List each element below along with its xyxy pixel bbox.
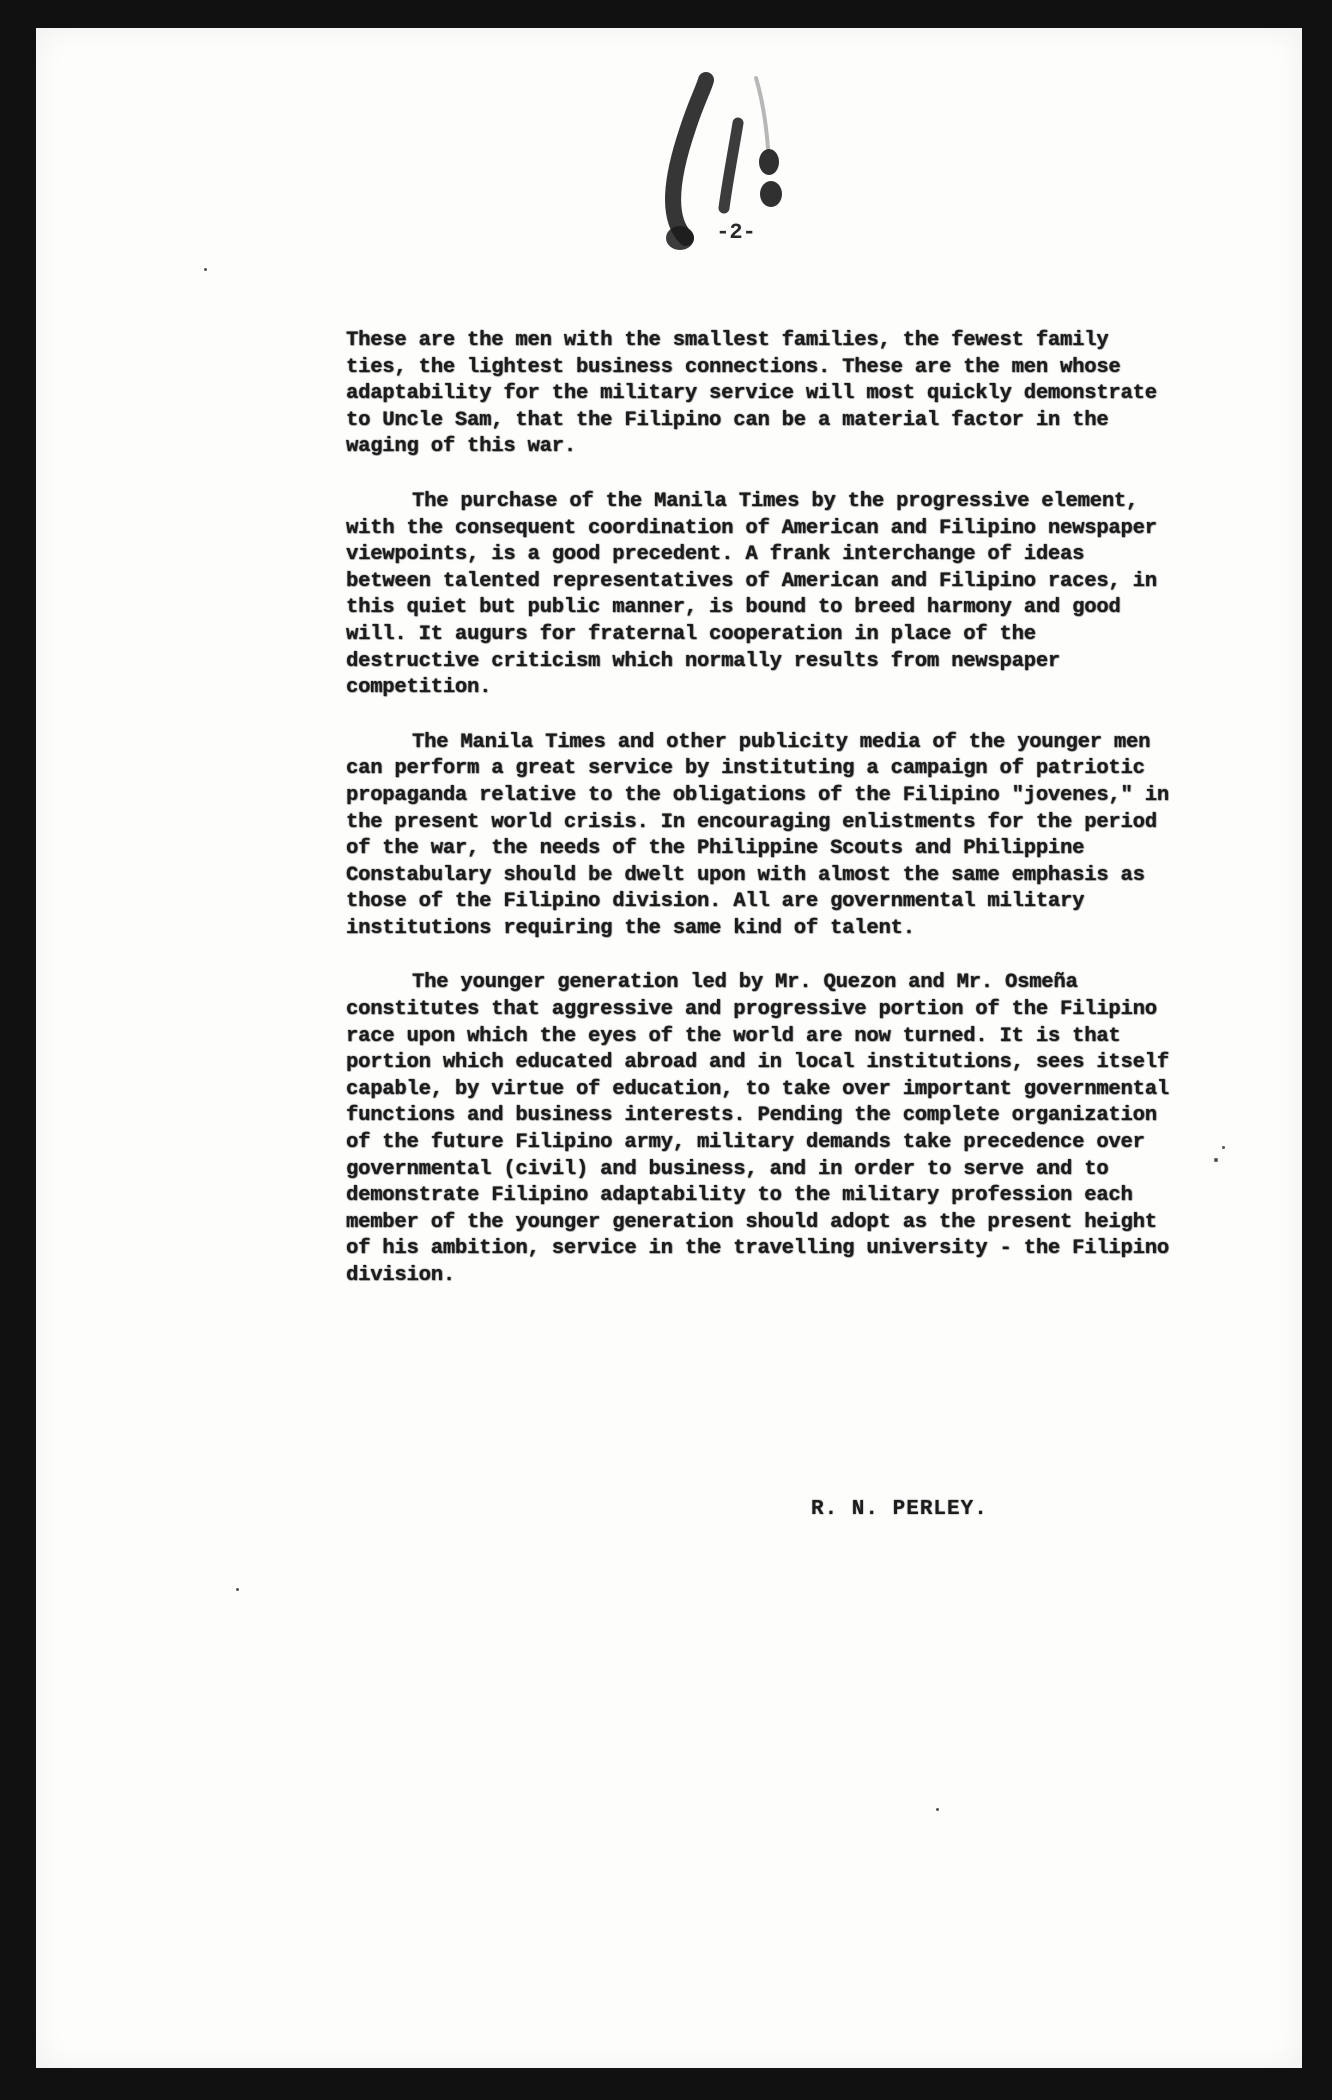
paragraph-2: The purchase of the Manila Times by the progressive element, with the consequent coordination of American and Filipino newspaper viewpoints, is a good precedent. A frank interchange of ideas between talented representatives of American and Filipino races, in this quiet but public manner, is bound to breed harmony and good will. It augurs for fraternal cooperation in place of the destructive criticism which normally results from newspaper competition.: [346, 489, 1157, 700]
speck: [204, 268, 207, 271]
speck: [236, 1588, 239, 1591]
document-page: [36, 28, 1302, 2068]
page-number: -2-: [716, 220, 756, 245]
paragraph-4: The younger generation led by Mr. Quezon and Mr. Osmeña constitutes that aggressive and progressive portion of the Filipino race upon which the eyes of the world are now turned. It is that portion which educated abroad and in local institutions, sees itself capable, by virtue of education, to take over important governmental functions and business interests. Pending the complete organization of the future Filipino army, military demands take precedence over governmental (civil) and business, and in order to serve and to demonstrate Filipino adaptability to the military profession each member of the younger generation should adopt as the present height of his ambition, service in the travelling university - the Filipino division.: [346, 971, 1169, 1287]
paragraph-3: The Manila Times and other publicity media of the younger men can perform a great service by instituting a campaign of patriotic propaganda relative to the obligations of the Filipino "jovenes," in the present world crisis. In encouraging enlistments for the period of the war, the needs of the Philippine Scouts and Philippine Constabulary should be dwelt upon with almost the same emphasis as those of the Filipino division. All are governmental military institutions requiring the same kind of talent.: [346, 730, 1169, 940]
body-text: [346, 328, 1176, 1318]
speck: [936, 1808, 939, 1811]
signature: R. N. PERLEY.: [811, 1498, 988, 1521]
paragraph-1: These are the men with the smallest families, the fewest family ties, the lightest business connections. These are the men whose adaptability for the military service will most quickly demonstrate to Uncle Sam, that the Filipino can be a material factor in the waging of this war.: [346, 329, 1157, 459]
speck: [1222, 1146, 1225, 1149]
speck: [1214, 1158, 1218, 1162]
